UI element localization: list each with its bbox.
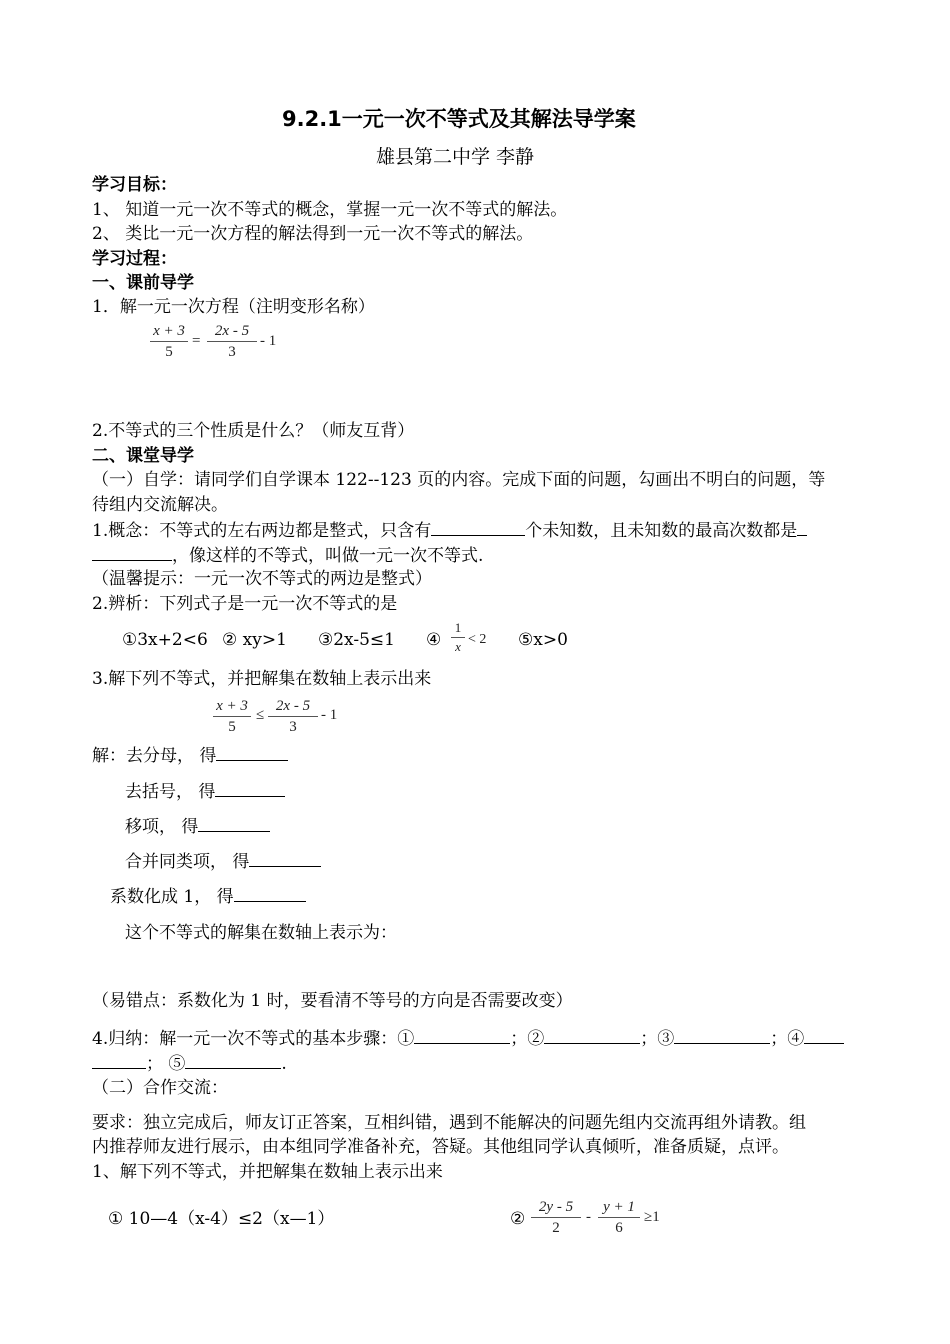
- process-heading: 学习过程：: [92, 249, 177, 269]
- equals-sign: =: [192, 333, 201, 349]
- question-1: 1．解一元一次方程（注明变形名称）: [92, 297, 375, 317]
- section-1-heading: 一、课前导学: [92, 273, 194, 293]
- self-study-line-1: （一）自学：请同学们自学课本 122--123 页的内容。完成下面的问题，勾画出不明白的问题，等: [92, 470, 826, 490]
- step-label: 解：去分母， 得: [92, 746, 217, 766]
- fraction-denominator: 2: [552, 1220, 560, 1236]
- minus-sign: -: [586, 1209, 591, 1225]
- summary-text-c: ；③: [640, 1029, 675, 1049]
- problem-2-label: ②: [510, 1209, 526, 1229]
- question-3: 3.解下列不等式，并把解集在数轴上表示出来: [92, 669, 432, 689]
- number-line-prompt: 这个不等式的解集在数轴上表示为：: [125, 923, 397, 943]
- question-4: 1、解下列不等式，并把解集在数轴上表示出来: [92, 1162, 443, 1182]
- goals-heading: 学习目标：: [92, 175, 177, 195]
- problem-2-fraction-right: [598, 1198, 640, 1237]
- summary-blank-1[interactable]: [414, 1027, 510, 1044]
- option-3: ③2x-5≤1: [318, 630, 395, 650]
- equation-1-tail: - 1: [260, 333, 277, 349]
- summary-blank-2[interactable]: [544, 1027, 640, 1044]
- cooperation-heading: （二）合作交流：: [92, 1078, 228, 1098]
- step-label: 移项， 得: [125, 817, 199, 837]
- document-title: 9.2.1一元一次不等式及其解法导学案: [282, 107, 636, 131]
- fraction-denominator: 5: [165, 344, 173, 360]
- summary-line-2: [92, 1052, 287, 1075]
- section-2-heading: 二、课堂导学: [92, 446, 194, 466]
- inequality-1-tail: - 1: [321, 707, 338, 723]
- document-author: 雄县第二中学 李静: [376, 146, 535, 168]
- question-2: 2.不等式的三个性质是什么？（师友互背）: [92, 421, 415, 441]
- inequality-1-fraction-right: [268, 697, 318, 736]
- self-study-line-2: 待组内交流解决。: [92, 495, 228, 515]
- discern-question: 2.辨析：下列式子是一元一次不等式的是: [92, 594, 398, 614]
- requirement-line-1: 要求：独立完成后，师友订正答案，互相纠错，遇到不能解决的问题先组内交流再组外请教。组: [92, 1113, 806, 1133]
- fraction-numerator: x + 3: [153, 323, 185, 339]
- step-remove-denominator: [92, 744, 288, 767]
- step-5-blank[interactable]: [234, 885, 306, 902]
- concept-text-a: 1.概念：不等式的左右两边都是整式，只含有: [92, 521, 432, 541]
- step-remove-brackets: [125, 780, 285, 803]
- concept-line-2: [92, 544, 483, 567]
- option-4-label: ④: [426, 630, 442, 650]
- option-4-fraction: [451, 620, 465, 655]
- hint-1: （温馨提示：一元一次不等式的两边是整式）: [92, 569, 432, 589]
- concept-blank-2-start[interactable]: [797, 519, 807, 536]
- concept-blank-2[interactable]: [92, 544, 172, 561]
- step-label: 去括号， 得: [125, 782, 216, 802]
- summary-text-a: 4.归纳：解一元一次不等式的基本步骤：①: [92, 1029, 415, 1049]
- summary-text-d: ；④: [770, 1029, 805, 1049]
- option-4-tail: < 2: [468, 632, 487, 647]
- summary-text-e: ； ⑤: [146, 1054, 186, 1074]
- concept-text-c: ，像这样的不等式，叫做一元一次不等式.: [172, 546, 484, 566]
- fraction-denominator: 3: [228, 344, 236, 360]
- step-transpose: [125, 815, 270, 838]
- problem-1: ① 10—4（x-4）≤2（x—1）: [108, 1209, 335, 1229]
- requirement-line-2: 内推荐师友进行展示，由本组同学准备补充，答疑。其他组同学认真倾听，准备质疑，点评。: [92, 1137, 789, 1157]
- step-1-blank[interactable]: [216, 744, 288, 761]
- problem-2-tail: ≥1: [644, 1209, 660, 1225]
- error-note: （易错点：系数化为 1 时，要看清不等号的方向是否需要改变）: [92, 991, 573, 1011]
- inequality-1-fraction-left: [213, 697, 251, 736]
- option-5: ⑤x>0: [518, 630, 568, 650]
- option-1: ①3x+2<6: [122, 630, 208, 650]
- summary-text-f: .: [281, 1054, 287, 1074]
- fraction-denominator: 5: [228, 719, 236, 735]
- step-combine-like-terms: [125, 850, 321, 873]
- fraction-numerator: 2x - 5: [275, 698, 311, 714]
- goal-2: 2、 类比一元一次方程的解法得到一元一次不等式的解法。: [92, 224, 534, 244]
- fraction-numerator: 1: [454, 620, 462, 635]
- summary-blank-5[interactable]: [185, 1052, 281, 1069]
- step-2-blank[interactable]: [215, 780, 285, 797]
- fraction-numerator: x + 3: [216, 698, 248, 714]
- fraction-numerator: 2x - 5: [214, 323, 250, 339]
- less-equal-sign: ≤: [256, 707, 265, 723]
- summary-line-1: [92, 1027, 844, 1050]
- concept-blank-1[interactable]: [431, 519, 525, 536]
- option-2: ② xy>1: [222, 630, 287, 650]
- fraction-denominator: 6: [615, 1220, 623, 1236]
- summary-blank-3[interactable]: [674, 1027, 770, 1044]
- fraction-numerator: y + 1: [603, 1199, 635, 1215]
- summary-text-b: ；②: [510, 1029, 545, 1049]
- summary-blank-4[interactable]: [92, 1052, 146, 1069]
- equation-1-fraction-left: [150, 322, 188, 361]
- concept-text-b: 个未知数，且未知数的最高次数都是: [525, 521, 798, 541]
- goal-1: 1、 知道一元一次不等式的概念，掌握一元一次不等式的解法。: [92, 200, 568, 220]
- summary-blank-4-start[interactable]: [804, 1027, 844, 1044]
- step-coefficient-to-one: [110, 885, 306, 908]
- fraction-denominator: 3: [289, 719, 297, 735]
- step-label: 合并同类项， 得: [125, 852, 250, 872]
- step-4-blank[interactable]: [249, 850, 321, 867]
- step-label: 系数化成 1， 得: [110, 887, 234, 907]
- fraction-numerator: 2y - 5: [538, 1199, 574, 1215]
- problem-2-fraction-left: [531, 1198, 581, 1237]
- concept-line-1: [92, 519, 807, 542]
- fraction-denominator: x: [455, 639, 461, 654]
- step-3-blank[interactable]: [198, 815, 270, 832]
- equation-1-fraction-right: [207, 322, 257, 361]
